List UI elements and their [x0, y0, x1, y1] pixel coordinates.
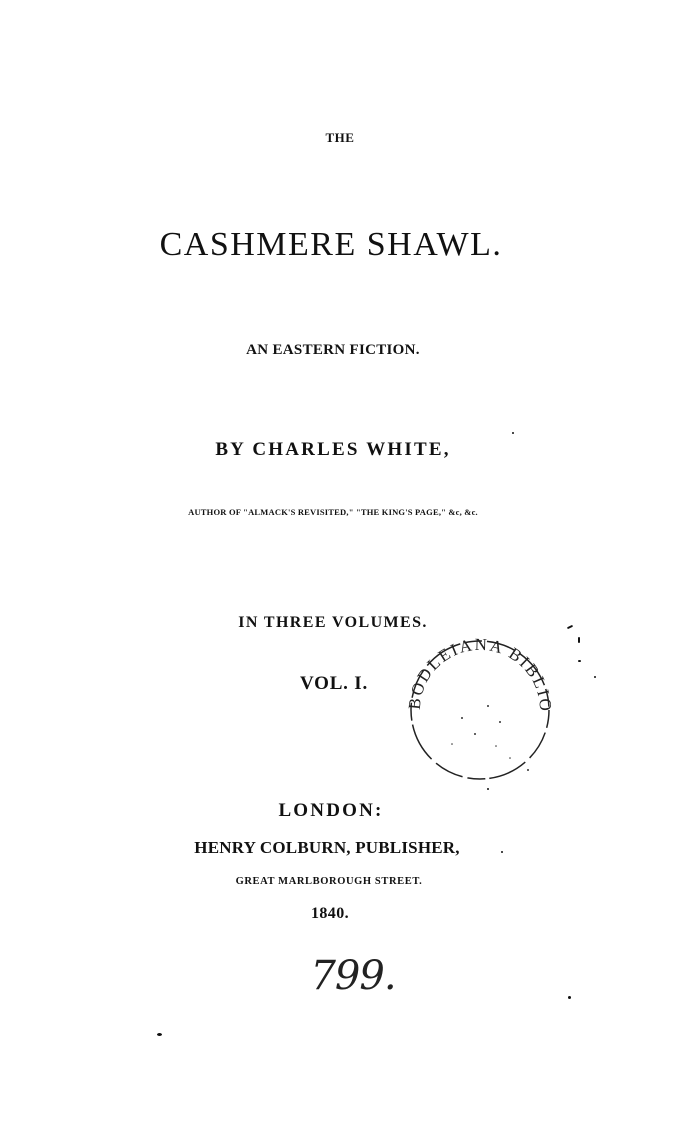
ink-speck: [487, 788, 489, 790]
stamp-text: BODLEIANA BIBLIO: [404, 634, 556, 714]
library-stamp-icon: [400, 630, 560, 790]
ink-speck: [578, 637, 580, 643]
publication-year: 1840.: [311, 905, 349, 922]
ink-speck: [501, 851, 503, 853]
volume-count: IN THREE VOLUMES.: [238, 614, 428, 631]
author-previous-works: AUTHOR OF "ALMACK'S REVISITED," "THE KING'S PAGE," &c, &c.: [188, 507, 478, 517]
ink-speck: [512, 432, 514, 434]
ink-speck: [594, 676, 596, 678]
ink-speck: [157, 1033, 162, 1036]
ink-speck: [567, 625, 573, 629]
book-subtitle: AN EASTERN FICTION.: [246, 342, 420, 358]
title-article: THE: [325, 130, 355, 145]
ink-speck: [568, 996, 571, 999]
book-title: CASHMERE SHAWL.: [159, 226, 503, 263]
publisher-name: HENRY COLBURN, PUBLISHER,: [194, 838, 460, 857]
volume-number: VOL. I.: [299, 673, 369, 694]
svg-text:BODLEIANA BIBLIOTHECA: [400, 630, 555, 713]
publisher-street: GREAT MARLBOROUGH STREET.: [235, 876, 423, 887]
handwritten-shelf-mark: 799.: [310, 953, 396, 999]
ink-speck: [578, 660, 581, 662]
publication-city: LONDON:: [278, 800, 384, 821]
author-byline: BY CHARLES WHITE,: [215, 439, 451, 460]
